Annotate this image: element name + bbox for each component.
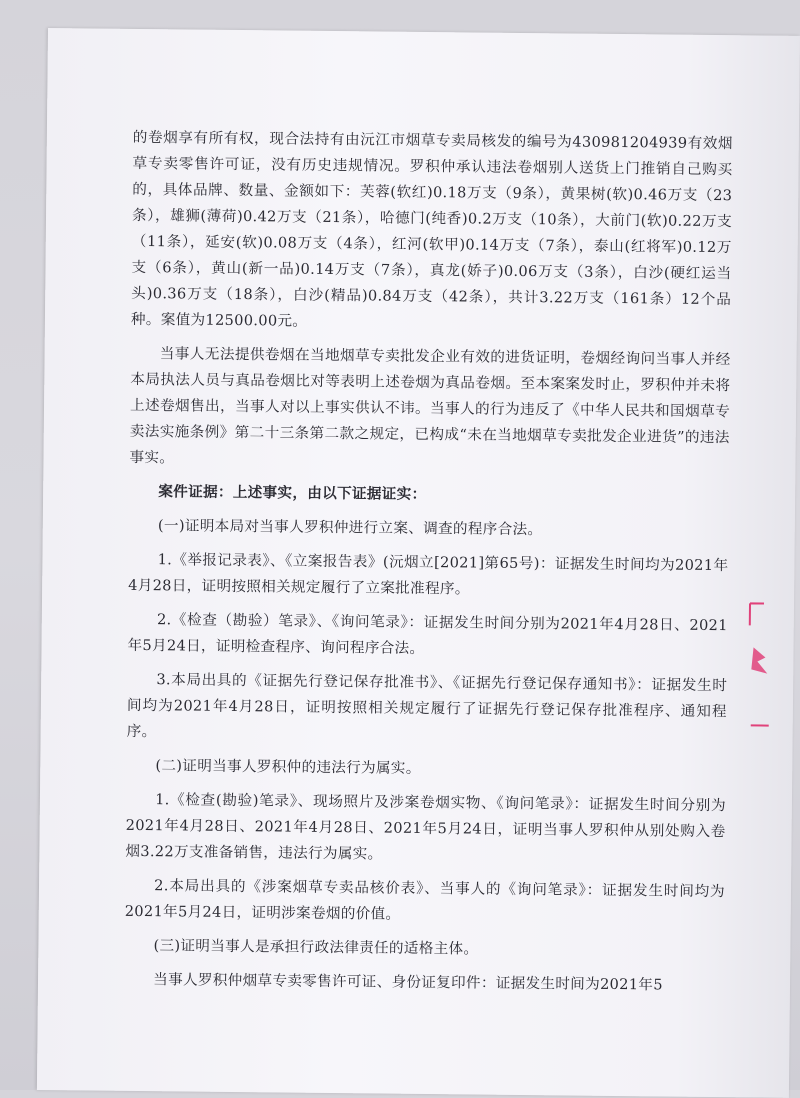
paragraph-2: 当事人无法提供卷烟在当地烟草专卖批发企业有效的进货证明，卷烟经询问当事人并经本局执法人员与真品卷烟比对等表明上述卷烟为真品卷烟。至本案案发时止，罗积仲并未将上述卷烟售出，当事人对以上事实供认不讳。当事人的行为违反了《中华人民共和国烟草专卖法实施条例》第二十三条第二款之规定，已构成“未在当地烟草专卖批发企业进货”的违法事实。 [129, 345, 731, 467]
evidence-2-1: 1.《检查(勘验)笔录》、现场照片及涉案卷烟实物、《询问笔录》：证据发生时间分别为2021年4月28日、2021年4月28日、2021年5月24日，证明当事人罗积仲从别处购入卷烟3.22万支准备销售，违法行为属实。 [125, 791, 726, 863]
evidence-1-1: 1.《举报记录表》、《立案报告表》(沅烟立[2021]第65号)：证据发生时间均为2021年4月28日，证明按照相关规定履行了立案批准程序。 [128, 551, 729, 598]
section-1-title: (一)证明本局对当事人罗积仲进行立案、调查的程序合法。 [157, 517, 543, 539]
seam-seal-mark [743, 595, 777, 745]
document-body [124, 125, 733, 999]
evidence-heading: 案件证据：上述事实，由以下证据证实： [158, 483, 427, 503]
evidence-3-1: 当事人罗积仲烟草专卖零售许可证、身份证复印件：证据发生时间为2021年5 [153, 971, 663, 994]
section-3-title: (三)证明当事人是承担行政法律责任的适格主体。 [153, 937, 479, 958]
evidence-2-2: 2.本局出具的《涉案烟草专卖品核价表》、当事人的《询问笔录》：证据发生时间均为2021年5月24日，证明涉案卷烟的价值。 [124, 877, 726, 923]
paragraph-1: 的卷烟享有所有权，现合法持有由沅江市烟草专卖局核发的编号为430981204939有效烟草专卖零售许可证，没有历史违规情况。罗积仲承认违法卷烟别人送货上门推销自己购买的，具体品牌、数量、金额如下：芙蓉(软红)0.18万支（9条），黄果树(软)0.46万支（23条），雄狮(薄荷)0.42万支（21条），哈德门(纯香)0.2万支（10条），大前门(软)0.22万支（11条），延安(软)0.08万支（4条），红河(软甲)0.14万支（7条），泰山(红将军)0.12万支（6条），黄山(新一品)0.14万支（7条），真龙(娇子)0.06万支（3条），白沙(硬红运当头)0.36万支（18条），白沙(精品)0.84万支（42条），共计3.22万支（161条）12个品种。案值为12500.00元。 [130, 128, 733, 330]
document-page [37, 28, 800, 1098]
evidence-1-3: 3.本局出具的《证据先行登记保存批准书》、《证据先行登记保存通知书》：证据发生时间均为2021年4月28日，证明按照相关规定履行了证据先行登记保存批准程序、通知程序。 [126, 671, 728, 741]
section-2-title: (二)证明当事人罗积仲的违法行为属实。 [155, 757, 421, 777]
evidence-1-2: 2.《检查（勘验）笔录》、《询问笔录》：证据发生时间分别为2021年4月28日、2021年5月24日，证明检查程序、询问程序合法。 [127, 611, 728, 657]
